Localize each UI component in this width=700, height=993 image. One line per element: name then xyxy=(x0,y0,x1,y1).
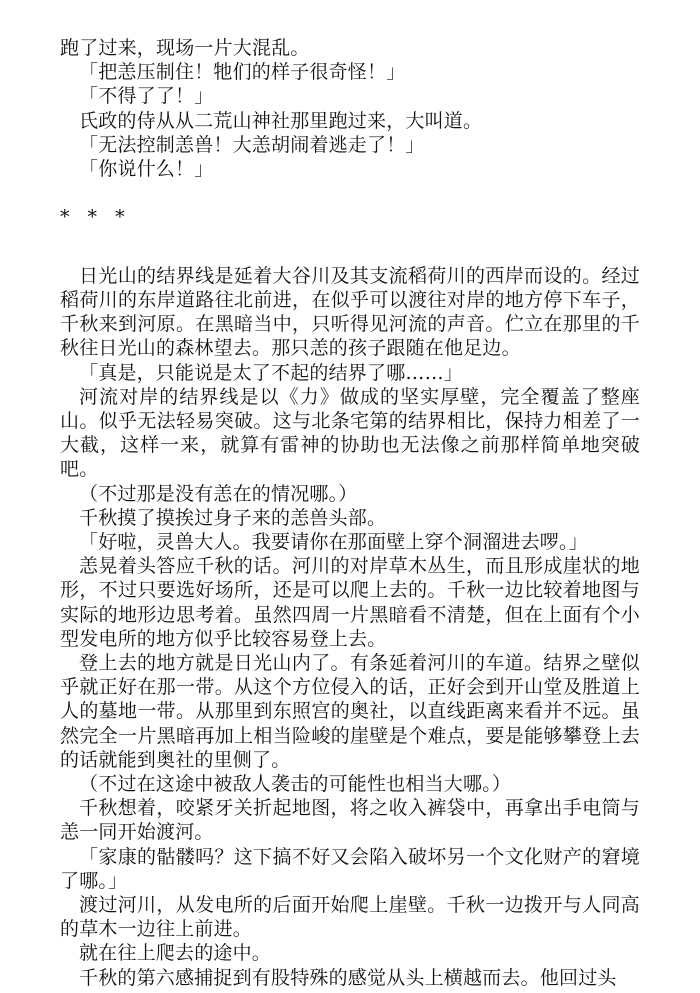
blank-line xyxy=(60,230,640,254)
blank-line xyxy=(60,181,640,205)
paragraph: 千秋摸了摸挨过身子来的恙兽头部。 xyxy=(79,506,387,529)
dialogue-line: 「无法控制恙兽！大恙胡闹着逃走了！」 xyxy=(79,133,425,156)
document-page xyxy=(60,36,640,990)
spacer xyxy=(60,254,640,264)
dialogue-line: 「真是，只能说是太了不起的结界了哪……」 xyxy=(79,361,464,384)
paragraph: 千秋的第六感捕捉到有股特殊的感觉从头上横越而去。他回过头 xyxy=(79,966,617,989)
paragraph: 河流对岸的结界线是以《力》做成的坚实厚壁，完全覆盖了整座山。似乎无法轻易突破。这与北条宅第的结界相比，保持力相差了一大截，这样一来，就算有雷神的协助也无法像之前那样简单地突破吧。 xyxy=(60,385,640,481)
paragraph: 氏政的侍从从二荒山神社那里跑过来，大叫道。 xyxy=(79,109,483,132)
dialogue-line: 「不得了了！」 xyxy=(79,85,214,108)
dialogue-line: 「你说什么！」 xyxy=(79,158,214,181)
dialogue-line: 「把恙压制住！牠们的样子很奇怪！」 xyxy=(79,61,406,84)
paragraph: 就在往上爬去的途中。 xyxy=(79,942,272,965)
paragraph: 日光山的结界线是延着大谷川及其支流稻荷川的西岸而设的。经过稻荷川的东岸道路往北前进，在似乎可以渡往对岸的地方停下车子，千秋来到河原。在黑暗当中，只听得见河流的声音。伫立在那里的千秋往日光山的森林望去。那只恙的孩子跟随在他足边。 xyxy=(60,264,640,360)
paragraph: 登上去的地方就是日光山内了。有条延着河川的车道。结界之壁似乎就正好在那一带。从这个方位侵入的话，正好会到开山堂及胜道上人的墓地一带。从那里到东照宫的奥社，以直线距离来看并不远。虽然完全一片黑暗再加上相当险峻的崖壁是个难点，要是能够攀登上去的话就能到奥社的里侧了。 xyxy=(60,652,640,771)
dialogue-line: 「好啦，灵兽大人。我要请你在那面壁上穿个洞溜进去啰。」 xyxy=(79,531,588,554)
paragraph: 渡过河川，从发电所的后面开始爬上崖壁。千秋一边拨开与人同高的草木一边往上前进。 xyxy=(60,894,640,941)
thought-line: （不过那是没有恙在的情况哪。） xyxy=(79,482,358,505)
thought-line: （不过在这途中被敌人袭击的可能性也相当大哪。） xyxy=(79,773,512,796)
paragraph: 恙晃着头答应千秋的话。河川的对岸草木丛生，而且形成崖状的地形，不过只要选好场所，还是可以爬上去的。千秋一边比较着地图与实际的地形边思考着。虽然四周一片黑暗看不清楚，但在上面有个小型发电所的地方似乎比较容易登上去。 xyxy=(60,555,640,650)
paragraph: 千秋想着，咬紧牙关折起地图，将之收入裤袋中，再拿出手电筒与恙一同开始渡河。 xyxy=(60,797,640,844)
dialogue-line: 「家康的骷髅吗？这下搞不好又会陷入破坏另一个文化财产的窘境了哪。」 xyxy=(60,845,640,892)
section-separator: * * * xyxy=(60,206,131,229)
paragraph: 跑了过来，现场一片大混乱。 xyxy=(60,37,310,59)
